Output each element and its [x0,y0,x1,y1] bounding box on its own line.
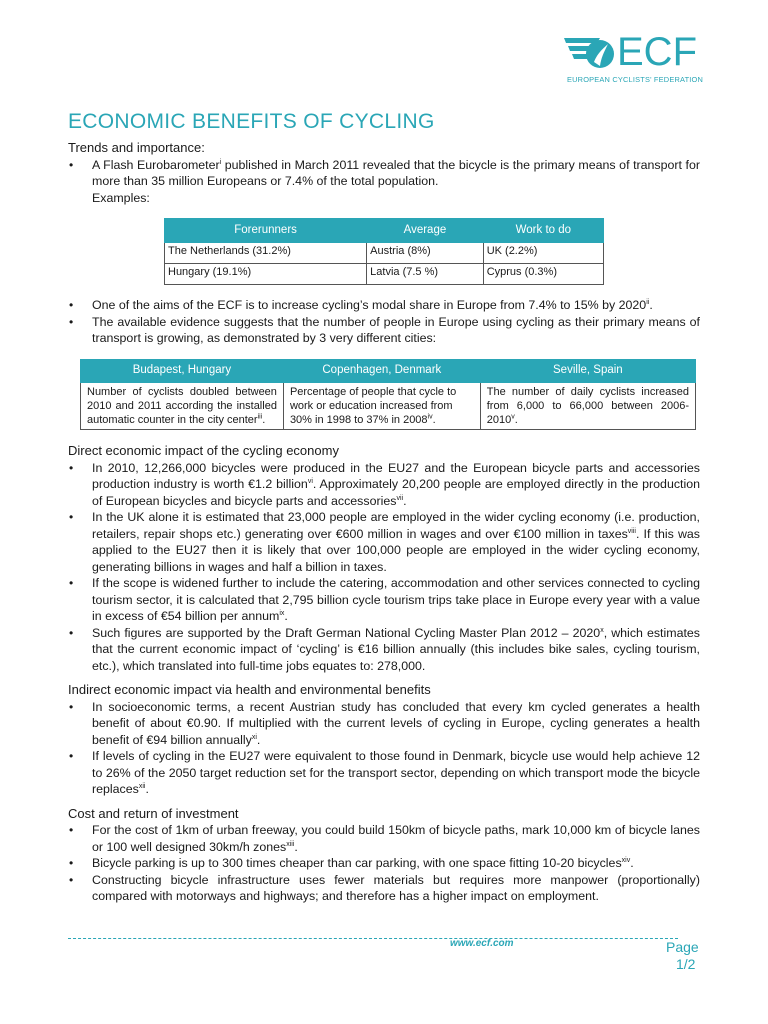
modal-share-table [164,218,604,285]
table-cell: Latvia (7.5 %) [367,264,484,285]
section-heading-indirect: Indirect economic impact via health and environmental benefits [68,682,431,698]
footer-url[interactable]: www.ecf.com [450,938,514,949]
bullet-freeway-cost: • For the cost of 1km of urban freeway, you could build 150km of bicycle paths, mark 10,000 km of bicycle lanes or 100 well designed 30km/h zones$^{xiii}$. [68,822,700,855]
bullet-uk-economy: • In the UK alone it is estimated that 23,000 people are employed in the wider cycling economy (i.e. production, retailers, repair shops etc.) generating over €600 million in wages and over €100 million in taxes$^{viii}$. If this was applied to the EU27 then it is likely that over 100,000 people are employed in the wider cycling economy, generating billions in wages and half a billion in taxes. [68,509,700,575]
section-heading-trends: Trends and importance: [68,140,205,155]
page-title: ECONOMIC BENEFITS OF CYCLING [68,110,435,133]
bullet-eurobarometer: • A Flash Eurobarometer$^i$ published in March 2011 revealed that the bicycle is the primary means of transport for more than 35 million Europeans or 7.4% of the total population. [68,157,700,190]
table-row [165,264,604,285]
examples-label: Examples: [92,190,150,205]
document-body [68,140,700,905]
table-header: Work to do [483,219,603,243]
table-header: Average [367,219,484,243]
bullet-evidence: • The available evidence suggests that the number of people in Europe using cycling as their primary means of transport is growing, as demonstrated by 3 very different cities: [68,314,700,347]
table-cell: The number of daily cyclists increased from 6,000 to 66,000 between 2006-2010$^v$. [480,382,695,430]
table-cell: Cyprus (0.3%) [483,264,603,285]
table-cell: Hungary (19.1%) [165,264,367,285]
bullet-eu27-production: • In 2010, 12,266,000 bicycles were produced in the EU27 and the European bicycle parts and accessories production industry is worth €1.2 billion$^{vi}$. Approximately 20,200 people are employed directly in the production of European bicycles and bicycle parts and accessories$^{vii}$. [68,460,700,510]
table-header: Budapest, Hungary [81,359,284,382]
table-cell: The Netherlands (31.2%) [165,243,367,264]
cities-table [80,359,696,431]
page-label: Page [666,939,699,955]
table-cell: UK (2.2%) [483,243,603,264]
bullet-german-plan: • Such figures are supported by the Draft German National Cycling Master Plan 2012 – 2020$^x$, which estimates that the current economic impact of ‘cycling’ is €16 billion annually (this includes bike sales, cycling tourism, etc.), which translated into full-time jobs equates to: 278,000. [68,625,700,675]
bullet-ecf-aims: • One of the aims of the ECF is to increase cycling’s modal share in Europe from 7.4% to 15% by 2020$^{ii}$. [68,297,700,314]
footer-divider [68,938,678,940]
table-header: Seville, Spain [480,359,695,382]
table-header: Copenhagen, Denmark [283,359,480,382]
logo-subtitle: EUROPEAN CYCLISTS' FEDERATION [567,75,704,84]
table-header: Forerunners [165,219,367,243]
bullet-emissions: • If levels of cycling in the EU27 were equivalent to those found in Denmark, bicycle use would help achieve 12 to 26% of the 2050 target reduction set for the transport sector, depending on which transport mode the bicycle replaces$^{xii}$. [68,748,700,798]
bullet-health-benefit: • In socioeconomic terms, a recent Austrian study has concluded that every km cycled generates a health benefit of about €0.90. If multiplied with the current levels of cycling in Europe, cycling generates a health benefit of €94 billion annually$^{xi}$. [68,699,700,749]
table-cell: Percentage of people that cycle to work or education increased from 30% in 1998 to 37% in 2008$^{iv}$. [283,382,480,430]
table-cell: Number of cyclists doubled between 2010 and 2011 according the installed automatic counter in the city center$^{iii}$. [81,382,284,430]
table-cell: Austria (8%) [367,243,484,264]
table-row [81,382,696,430]
bullet-parking: • Bicycle parking is up to 300 times cheaper than car parking, with one space fitting 10-20 bicycles$^{xiv}$. [68,855,700,872]
section-heading-cost: Cost and return of investment [68,805,239,821]
bullet-cycle-tourism: • If the scope is widened further to include the catering, accommodation and other services connected to cycling tourism sector, it is calculated that 2,795 billion cycle tourism trips take place in Europe every year with a value in excess of €54 billion per annum$^{ix}$. [68,575,700,625]
page-number: 1/2 [676,956,696,972]
bullet-infrastructure: • Constructing bicycle infrastructure uses fewer materials but requires more manpower (proportionally) compared with motorways and highways; and therefore has a higher impact on employment. [68,872,700,905]
section-heading-direct: Direct economic impact of the cycling economy [68,443,339,459]
logo-wordmark: ECF [617,30,697,74]
table-row [165,243,604,264]
